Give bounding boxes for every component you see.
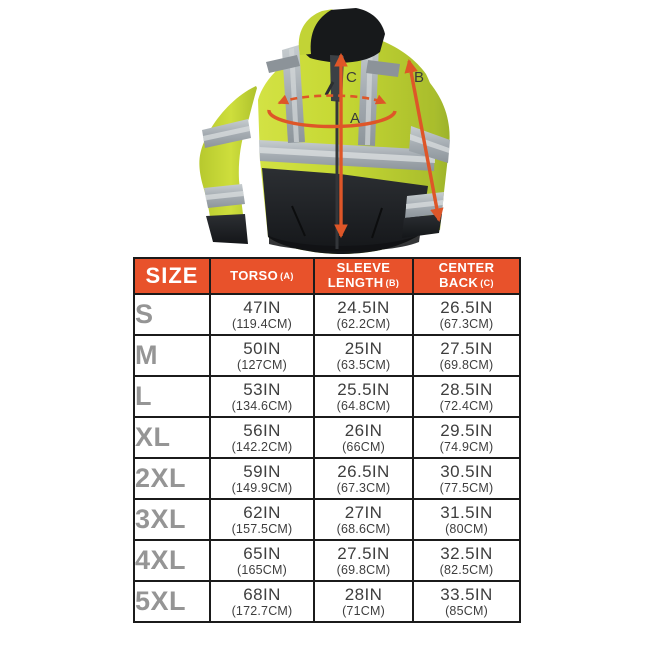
- header-size: SIZE: [134, 258, 210, 294]
- torso-cell: 62IN (157.5CM): [210, 499, 314, 540]
- label-a: A: [350, 110, 361, 127]
- torso-cell: 56IN (142.2CM): [210, 417, 314, 458]
- sleeve-cell: 28IN (71CM): [314, 581, 413, 622]
- size-cell: 3XL: [134, 499, 210, 540]
- sleeve-cell: 26.5IN (67.3CM): [314, 458, 413, 499]
- size-table-header-row: [134, 258, 520, 294]
- size-cell: M: [134, 335, 210, 376]
- sleeve-cell: 26IN (66CM): [314, 417, 413, 458]
- cuff-left: [206, 214, 248, 244]
- torso-cell: 50IN (127CM): [210, 335, 314, 376]
- jacket-measurement-diagram: [0, 0, 650, 262]
- back-cell: 32.5IN (82.5CM): [413, 540, 520, 581]
- table-row-2xl: [134, 458, 520, 499]
- torso-cell: 53IN (134.6CM): [210, 376, 314, 417]
- header-center-back: CENTER BACK (C): [413, 258, 520, 294]
- size-table: [133, 257, 521, 623]
- size-cell: 5XL: [134, 581, 210, 622]
- back-cell: 27.5IN (69.8CM): [413, 335, 520, 376]
- header-torso: TORSO (A): [210, 258, 314, 294]
- sleeve-cell: 25IN (63.5CM): [314, 335, 413, 376]
- table-row-xl: [134, 417, 520, 458]
- label-c: C: [346, 69, 357, 86]
- torso-cell: 47IN (119.4CM): [210, 294, 314, 335]
- back-cell: 26.5IN (67.3CM): [413, 294, 520, 335]
- torso-cell: 59IN (149.9CM): [210, 458, 314, 499]
- table-row-l: [134, 376, 520, 417]
- jacket-illustration: [199, 8, 450, 254]
- back-cell: 33.5IN (85CM): [413, 581, 520, 622]
- sleeve-cell: 24.5IN (62.2CM): [314, 294, 413, 335]
- back-cell: 29.5IN (74.9CM): [413, 417, 520, 458]
- back-cell: 28.5IN (72.4CM): [413, 376, 520, 417]
- header-sleeve-length: SLEEVE LENGTH (B): [314, 258, 413, 294]
- table-row-4xl: [134, 540, 520, 581]
- back-cell: 31.5IN (80CM): [413, 499, 520, 540]
- cuff-right: [402, 214, 442, 238]
- table-row-5xl: [134, 581, 520, 622]
- table-row-s: [134, 294, 520, 335]
- sleeve-cell: 27.5IN (69.8CM): [314, 540, 413, 581]
- torso-cell: 68IN (172.7CM): [210, 581, 314, 622]
- sleeve-cell: 25.5IN (64.8CM): [314, 376, 413, 417]
- label-b: B: [414, 69, 425, 86]
- size-cell: 2XL: [134, 458, 210, 499]
- sleeve-cell: 27IN (68.6CM): [314, 499, 413, 540]
- table-row-m: [134, 335, 520, 376]
- back-cell: 30.5IN (77.5CM): [413, 458, 520, 499]
- table-row-3xl: [134, 499, 520, 540]
- torso-cell: 65IN (165CM): [210, 540, 314, 581]
- size-cell: S: [134, 294, 210, 335]
- size-cell: 4XL: [134, 540, 210, 581]
- size-cell: XL: [134, 417, 210, 458]
- size-cell: L: [134, 376, 210, 417]
